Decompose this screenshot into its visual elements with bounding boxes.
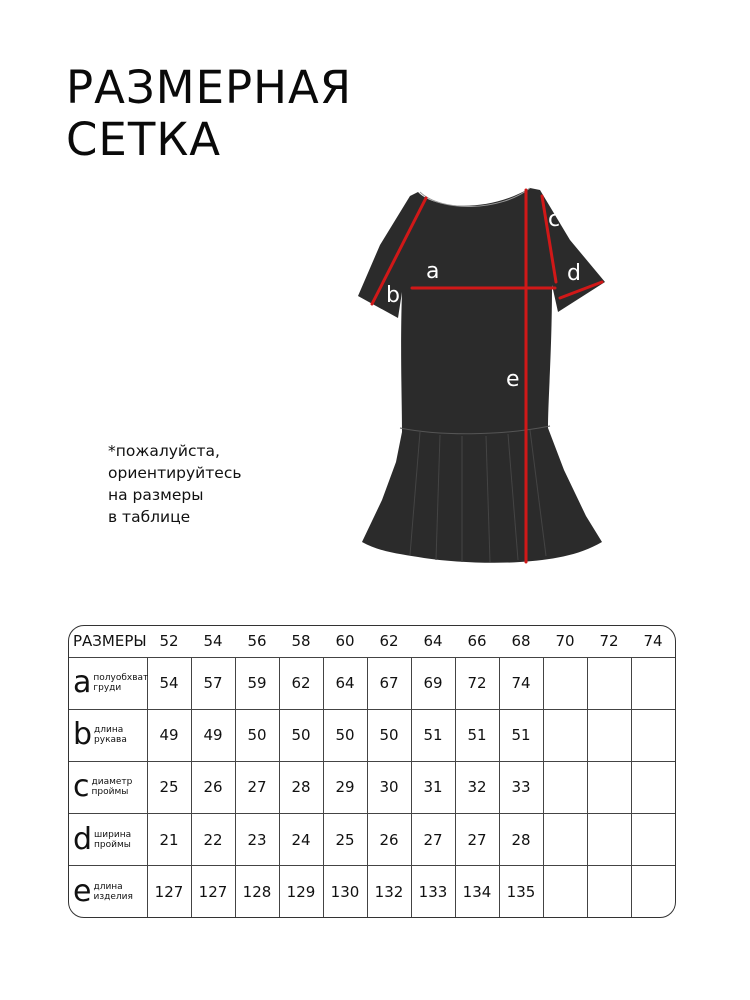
measurement-value-cell: 50 bbox=[367, 709, 411, 761]
measurement-letter: c bbox=[73, 769, 90, 805]
label-e: e bbox=[506, 367, 520, 392]
measurement-label bbox=[69, 657, 147, 709]
measurement-value-cell bbox=[587, 814, 631, 866]
measurement-value-cell bbox=[631, 814, 675, 866]
measurement-desc-line-2: груди bbox=[93, 683, 122, 694]
size-header-cell: 74 bbox=[631, 626, 675, 657]
measurement-value-cell: 69 bbox=[411, 657, 455, 709]
measurement-value-cell: 51 bbox=[499, 709, 543, 761]
measurement-letter: d bbox=[73, 821, 93, 857]
size-header-cell: 58 bbox=[279, 626, 323, 657]
size-header-cell: 60 bbox=[323, 626, 367, 657]
measurement-label bbox=[69, 709, 147, 761]
measurement-label bbox=[69, 814, 147, 866]
measurement-value-cell: 127 bbox=[191, 866, 235, 917]
size-note bbox=[108, 440, 241, 528]
note-line-1: *пожалуйста, bbox=[108, 442, 220, 460]
measurement-value-cell bbox=[587, 866, 631, 917]
measurement-value-cell: 24 bbox=[279, 814, 323, 866]
measurement-row-a bbox=[69, 657, 675, 709]
measurement-value-cell: 22 bbox=[191, 814, 235, 866]
measurement-row-c bbox=[69, 761, 675, 813]
measurement-description bbox=[94, 725, 127, 745]
label-b: b bbox=[386, 283, 400, 308]
measurement-value-cell: 127 bbox=[147, 866, 191, 917]
measurement-desc-line-2: рукава bbox=[94, 735, 127, 746]
size-header-cell: 72 bbox=[587, 626, 631, 657]
measurement-letter: e bbox=[73, 873, 92, 909]
measurement-value-cell bbox=[587, 709, 631, 761]
measurement-desc-line-1: длина bbox=[94, 725, 124, 736]
measurement-label bbox=[69, 866, 147, 917]
measurement-value-cell: 130 bbox=[323, 866, 367, 917]
measurement-value-cell: 32 bbox=[455, 761, 499, 813]
measurement-value-cell: 74 bbox=[499, 657, 543, 709]
measurement-value-cell: 57 bbox=[191, 657, 235, 709]
label-a: a bbox=[426, 259, 440, 284]
size-header-cell: 68 bbox=[499, 626, 543, 657]
note-line-2: ориентируйтесь bbox=[108, 464, 242, 482]
measurement-letter: a bbox=[73, 665, 92, 701]
measurement-description bbox=[92, 777, 133, 797]
measurement-value-cell bbox=[543, 761, 587, 813]
measurement-value-cell: 132 bbox=[367, 866, 411, 917]
measurement-value-cell: 27 bbox=[235, 761, 279, 813]
measurement-value-cell bbox=[631, 709, 675, 761]
title-line-2: СЕТКА bbox=[66, 113, 222, 166]
dress-silhouette bbox=[358, 188, 605, 563]
measurement-desc-line-1: диаметр bbox=[91, 777, 133, 788]
measurement-value-cell bbox=[631, 761, 675, 813]
measurement-value-cell: 23 bbox=[235, 814, 279, 866]
measurement-value-cell bbox=[587, 657, 631, 709]
measurement-value-cell: 30 bbox=[367, 761, 411, 813]
measurement-row-e bbox=[69, 866, 675, 917]
measurement-value-cell: 62 bbox=[279, 657, 323, 709]
size-table-container bbox=[68, 625, 676, 918]
measurement-value-cell: 27 bbox=[455, 814, 499, 866]
size-header-cell: 64 bbox=[411, 626, 455, 657]
measurement-value-cell: 31 bbox=[411, 761, 455, 813]
measurement-value-cell: 25 bbox=[323, 814, 367, 866]
size-header-cell: 52 bbox=[147, 626, 191, 657]
measurement-value-cell: 33 bbox=[499, 761, 543, 813]
measurement-value-cell: 49 bbox=[147, 709, 191, 761]
size-header-cell: 56 bbox=[235, 626, 279, 657]
label-c: c bbox=[548, 207, 561, 232]
measurement-description bbox=[93, 882, 132, 902]
measurement-letter: b bbox=[73, 717, 93, 753]
measurement-value-cell bbox=[631, 657, 675, 709]
measurement-desc-line-2: изделия bbox=[93, 891, 133, 902]
measurement-description bbox=[94, 830, 131, 850]
measurement-value-cell bbox=[543, 657, 587, 709]
measurement-value-cell bbox=[587, 761, 631, 813]
measurement-value-cell: 50 bbox=[279, 709, 323, 761]
measurement-value-cell: 133 bbox=[411, 866, 455, 917]
measurement-value-cell: 51 bbox=[455, 709, 499, 761]
measurement-value-cell: 67 bbox=[367, 657, 411, 709]
measurement-description bbox=[93, 673, 148, 693]
measurement-desc-line-1: ширина bbox=[94, 829, 132, 840]
measurement-value-cell bbox=[543, 709, 587, 761]
measurement-value-cell: 128 bbox=[235, 866, 279, 917]
measurement-value-cell: 59 bbox=[235, 657, 279, 709]
size-header-cell: 62 bbox=[367, 626, 411, 657]
measurement-value-cell: 28 bbox=[499, 814, 543, 866]
sizes-header-label: РАЗМЕРЫ bbox=[69, 626, 147, 657]
measurement-value-cell: 25 bbox=[147, 761, 191, 813]
measurement-value-cell: 135 bbox=[499, 866, 543, 917]
note-line-3: на размеры bbox=[108, 486, 204, 504]
measurement-value-cell: 51 bbox=[411, 709, 455, 761]
measurement-value-cell: 134 bbox=[455, 866, 499, 917]
measurement-desc-line-1: полуобхват bbox=[93, 673, 149, 684]
measurement-value-cell: 27 bbox=[411, 814, 455, 866]
measurement-value-cell: 50 bbox=[323, 709, 367, 761]
measurement-value-cell: 54 bbox=[147, 657, 191, 709]
measurement-row-b bbox=[69, 709, 675, 761]
measurement-desc-line-1: длина bbox=[93, 881, 123, 892]
size-header-cell: 70 bbox=[543, 626, 587, 657]
measurement-value-cell: 21 bbox=[147, 814, 191, 866]
measurement-value-cell: 50 bbox=[235, 709, 279, 761]
measurement-row-d bbox=[69, 814, 675, 866]
size-header-cell: 54 bbox=[191, 626, 235, 657]
measurement-desc-line-2: проймы bbox=[94, 839, 131, 850]
measurement-value-cell: 72 bbox=[455, 657, 499, 709]
dress-diagram bbox=[340, 170, 620, 580]
size-header-row bbox=[69, 626, 675, 657]
measurement-value-cell: 129 bbox=[279, 866, 323, 917]
label-d: d bbox=[567, 261, 581, 286]
measurement-value-cell: 28 bbox=[279, 761, 323, 813]
size-header-cell: 66 bbox=[455, 626, 499, 657]
measurement-value-cell bbox=[543, 814, 587, 866]
note-line-4: в таблице bbox=[108, 508, 191, 526]
measurement-value-cell bbox=[631, 866, 675, 917]
measurement-value-cell: 26 bbox=[367, 814, 411, 866]
measurement-value-cell bbox=[543, 866, 587, 917]
measurement-label bbox=[69, 761, 147, 813]
title-line-1: РАЗМЕРНАЯ bbox=[66, 61, 353, 114]
measurement-value-cell: 29 bbox=[323, 761, 367, 813]
measurement-value-cell: 26 bbox=[191, 761, 235, 813]
measurement-desc-line-2: проймы bbox=[91, 787, 129, 798]
page-title bbox=[66, 62, 352, 166]
measurement-value-cell: 49 bbox=[191, 709, 235, 761]
size-table bbox=[69, 626, 675, 917]
measurement-value-cell: 64 bbox=[323, 657, 367, 709]
